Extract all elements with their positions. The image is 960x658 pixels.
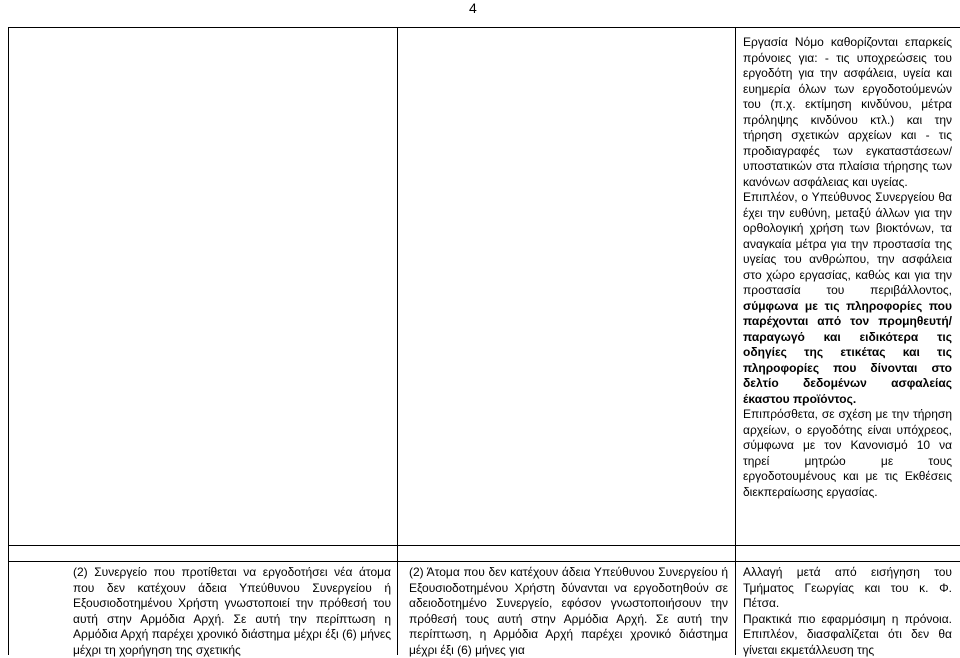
row2-col1-cell: (2) Συνεργείο που προτίθεται να εργοδοτήσει νέα άτομα που δεν κατέχουν άδεια Υπεύθυνου Συνεργείου ή Εξουσιοδοτημένου Χρήστη γνωστοποιεί την πρόθεσή του αυτή στην Αρμόδια Αρχή. Σε αυτή την περίπτωση η Αρμόδια Αρχή παρέχει χρονικό διάστημα μέχρι έξι (6) μήνες μέχρι τη χορήγηση της σχετικής [73, 565, 391, 658]
row2-col3-cell [743, 565, 952, 658]
col3-paragraph-change-note: Αλλαγή μετά από εισήγηση του Τμήματος Γεωργίας και του κ. Φ. Πέτσα. [743, 565, 952, 612]
page-number: 4 [469, 0, 477, 16]
col3-paragraph-practical-note: Πρακτικά πιο εφαρμόσιμη η πρόνοια. Επιπλέον, διασφαλίζεται ότι δεν θα γίνεται εκμετάλλευση της [743, 612, 952, 658]
row-divider-1 [8, 545, 960, 546]
table-border-left [8, 27, 9, 655]
row2-col2-cell: (2) Άτομα που δεν κατέχουν άδεια Υπεύθυνου Συνεργείου ή Εξουσιοδοτημένου Χρήστη δύνανται να εργοδοτηθούν σε αδειοδοτημένο Συνεργείο, εφόσον γνωστοποιήσουν την πρόθεσή τους αυτή στην Αρμόδια Αρχή. Σε αυτή την περίπτωση, η Αρμόδια Αρχή παρέχει χρονικό διάστημα μέχρι έξι (6) μήνες για [409, 565, 728, 658]
table-border-top [8, 27, 960, 28]
row1-col3-cell [743, 35, 952, 500]
row-divider-2 [8, 561, 960, 562]
col3-paragraph-records: Επιπρόσθετα, σε σχέση με την τήρηση αρχείων, ο εργοδότης είναι υπόχρεος, σύμφωνα με τον Κανονισμό 10 να τηρεί μητρώο με τους εργοδοτουμένους και με τις Εκθέσεις διεκπεραίωσης εργασίας. [743, 407, 952, 500]
column-divider-1 [397, 27, 398, 655]
comparison-table [0, 27, 960, 655]
column-divider-2 [735, 27, 736, 655]
col3-responsibility-bold-text: σύμφωνα με τις πληροφορίες που παρέχονται από τον προμηθευτή/παραγωγό και ειδικότερα τις οδηγίες της ετικέτας και τις πληροφορίες που δίνονται στο δελτίο δεδομένων ασφαλείας έκαστου προϊόντος. [743, 299, 952, 406]
col3-responsibility-text: Επιπλέον, ο Υπεύθυνος Συνεργείου θα έχει την ευθύνη, μεταξύ άλλων για την ορθολογική χρήση των βιοκτόνων, τα αναγκαία μέτρα για την προστασία της υγείας του ανθρώπου, την ασφάλεια στο χώρο εργασίας, καθώς και για την προστασία του περιβάλλοντος, [743, 190, 952, 297]
col3-paragraph-responsibility [743, 190, 952, 407]
col3-paragraph-law: Εργασία Νόμο καθορίζονται επαρκείς πρόνοιες για: - τις υποχρεώσεις του εργοδότη για την ασφάλεια, υγεία και ευημερία όλων των εργοδοτούμενών του (π.χ. εκτίμηση κινδύνου, μέτρα πρόληψης κινδύνου κτλ.) και την τήρηση σχετικών αρχείων και - τις προδιαγραφές των εγκαταστάσεων/υποστατικών στα πλαίσια τήρησης των κανόνων ασφάλειας και υγείας. [743, 35, 952, 190]
